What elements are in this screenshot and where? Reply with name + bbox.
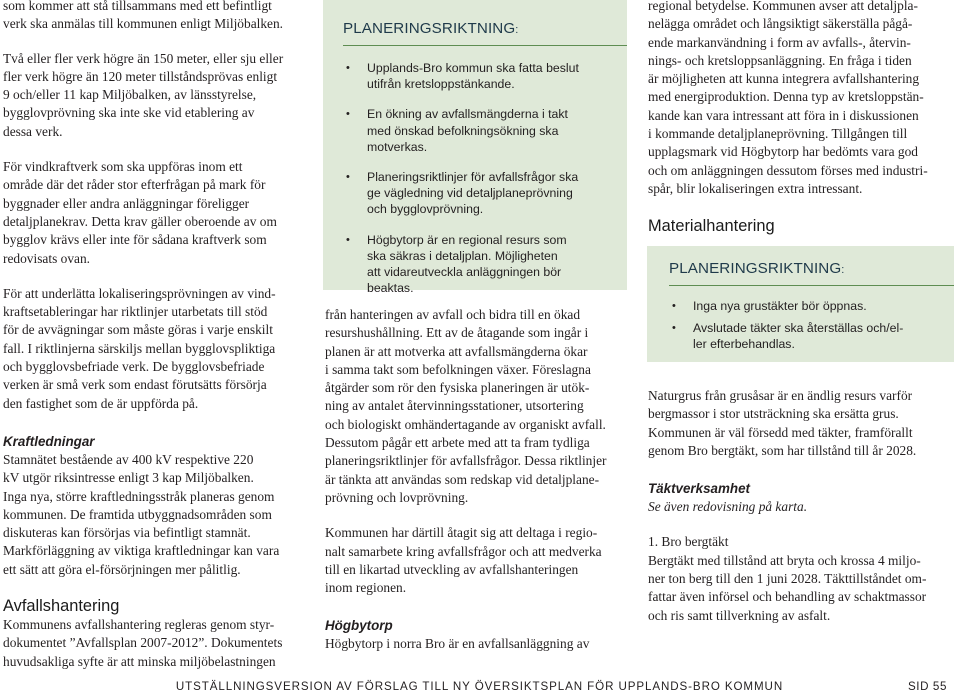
footer-text: UTSTÄLLNINGSVERSION AV FÖRSLAG TILL NY ÖVERSIKTSPLAN FÖR UPPLANDS-BRO KOMMUN — [175, 680, 784, 693]
bullet-item — [669, 320, 934, 352]
section-heading-hogbytorp: Högbytorp — [325, 618, 393, 634]
box-title-colon: : — [841, 264, 845, 276]
section-heading-taktverksamhet: Täktverksamhet — [648, 481, 750, 497]
bullet-icon: • — [346, 233, 350, 246]
paragraph: Stamnätet bestående av 400 kV respektive 220 kV utgör riksintresse enligt 3 kap Miljöbalken. Inga nya, större kraftledningsstråk planeras genom kommunen. De framtida utbyggnadsområden som diskuteras kan försörjas via befintligt stamnät. Markförläggning av viktiga kraftledningar kan vara ett sätt att göra el-försörjningen mer pålitlig. — [3, 451, 280, 577]
paragraph: regional betydelse. Kommunen avser att detaljpla- nelägga området och långsiktigt säkerställa pågå- ende markanvändning i form av avfalls-, återvin- nings- och kretsloppsanläggning. En fråga i tiden är möjligheten att kunna integrera avfallshantering med energiproduktion. Denna typ av kretsloppstän- kande kan vara intressant att föra in i diskussionen i kommande detaljplaneprövning. Tillgången till upplagsmark vid Högbytorp har bedömts vara god och om anläggningen dessutom förses med industri- spår, blir lokaliseringen extra intressant. — [648, 0, 928, 196]
box-divider — [343, 45, 627, 46]
paragraph: Kommunen har därtill åtagit sig att deltaga i regio- nalt samarbete kring avfallsfrågor och att medverka till en likartad utveckling av avfallshanteringen inom regionen. — [325, 525, 602, 596]
column-middle — [325, 306, 625, 654]
paragraph: från hanteringen av avfall och bidra till en ökad resurshushållning. Ett av de åtagande som ingår i planen är att motverka att avfallsmängderna ökar i samma takt som befolkningen växer. Föreslagna åtgärder som rör den fysiska planeringen är utök- ning av antalet återvinningsstationer, utsortering och biologiskt omhändertagande av organiskt avfall. Dessutom pågår ett arbete med att ta fram tydliga planeringsriktlinjer för avfallsfrågor. Dessa riktlinjer är tänkta att användas som redskap vid detaljplane- prövning och lovprövning. — [325, 307, 607, 505]
paragraph: Högbytorp i norra Bro är en avfallsanläggning av — [325, 636, 590, 652]
paragraph: Kommunens avfallshantering regleras genom styr- dokumentet ”Avfallsplan 2007-2012”. Dokumentets huvudsakliga syfte är att minska miljöbelastningen — [3, 617, 283, 669]
subheading-note: Se även redovisning på karta. — [648, 499, 808, 515]
paragraph: 1. Bro bergtäkt Bergtäkt med tillstånd att bryta och krossa 4 miljo- ner ton berg till den 1 juni 2028. Täkttillståndet om- fattar även införsel och behandling av schaktmassor och ris samt tillverkning av asfalt. — [648, 534, 927, 623]
paragraph: Naturgrus från grusåsar är en ändlig resurs varför bergmassor i stor utsträckning ska ersätta grus. Kommunen är väl försedd med täkter, framförallt genom Bro bergtäkt, som har tillstånd till år 2028. — [648, 388, 917, 458]
bullet-item — [343, 169, 607, 218]
section-heading-avfallshantering: Avfallshantering — [3, 597, 120, 616]
planning-direction-box-waste — [323, 0, 627, 296]
section-heading-materialhantering: Materialhantering — [648, 217, 775, 236]
bullet-text: Upplands-Bro kommun ska fatta beslut utifrån kretsloppstänkande. — [367, 61, 579, 92]
box-title-text: PLANERINGSRIKTNING — [343, 20, 516, 37]
box-title — [669, 260, 934, 279]
page-number: SID 55 — [907, 680, 947, 693]
paragraph: För att underlätta lokaliseringsprövningen av vind- kraftsetableringar har riktlinjer utarbetats till stöd för de avvägningar som måste göras i varje enskilt fall. I riktlinjerna särskiljs mellan bygglovspliktiga och bygglovsbefriade verk. De bygglovsbefriade verken är små verk som endast förutsätts försörja den fastighet som de är uppförda på. — [3, 285, 276, 411]
bullet-text: Avslutade täkter ska återställas och/el- ler efterbehandlas. — [693, 321, 904, 352]
bullet-item — [343, 60, 607, 92]
bullet-item — [669, 298, 934, 314]
bullet-text: Högbytorp är en regional resurs som ska säkras i detaljplan. Möjligheten att vidareutveckla anläggningen bör beaktas. — [367, 232, 567, 296]
paragraph: som kommer att stå tillsammans med ett befintligt verk ska anmälas till kommunen enligt Miljöbalken. — [3, 0, 284, 32]
column-right — [648, 0, 953, 236]
bullet-list — [343, 60, 607, 296]
column-right-lower — [648, 387, 953, 625]
bullet-icon: • — [346, 62, 350, 74]
column-left — [3, 0, 303, 671]
planning-direction-box-material — [647, 246, 954, 362]
bullet-icon: • — [672, 300, 676, 312]
bullet-icon: • — [346, 108, 350, 121]
paragraph: För vindkraftverk som ska uppföras inom ett område där det råder stor efterfrågan på mark för byggnader eller andra anläggningar föreligger detaljplanekrav. Detta krav gäller oberoende av om bygglov krävs eller inte för sådana kraftverk som redovisats ovan. — [3, 159, 277, 266]
paragraph: Två eller fler verk högre än 150 meter, eller sju eller fler verk högre än 120 meter tillståndsprövas enligt 9 och/eller 11 kap Miljöbalken, av länsstyrelse, bygglovprövning ska inte ske vid etablering av dessa verk. — [3, 50, 284, 139]
bullet-icon: • — [672, 322, 676, 335]
box-title-text: PLANERINGSRIKTNING — [669, 260, 842, 277]
box-title-colon: : — [515, 24, 519, 36]
box-divider — [669, 285, 954, 286]
bullet-text: En ökning av avfallsmängderna i takt med önskad befolkningsökning ska motverkas. — [367, 107, 568, 154]
section-heading-kraftledningar: Kraftledningar — [3, 433, 95, 449]
bullet-text: Inga nya grustäkter bör öppnas. — [693, 299, 867, 313]
bullet-item — [343, 106, 607, 155]
bullet-list — [669, 298, 934, 353]
box-title — [343, 20, 607, 39]
bullet-icon: • — [346, 171, 350, 184]
bullet-text: Planeringsriktlinjer för avfallsfrågor ska ge vägledning vid detaljplaneprövning och bygglovprövning. — [367, 170, 579, 217]
bullet-item — [343, 232, 607, 297]
